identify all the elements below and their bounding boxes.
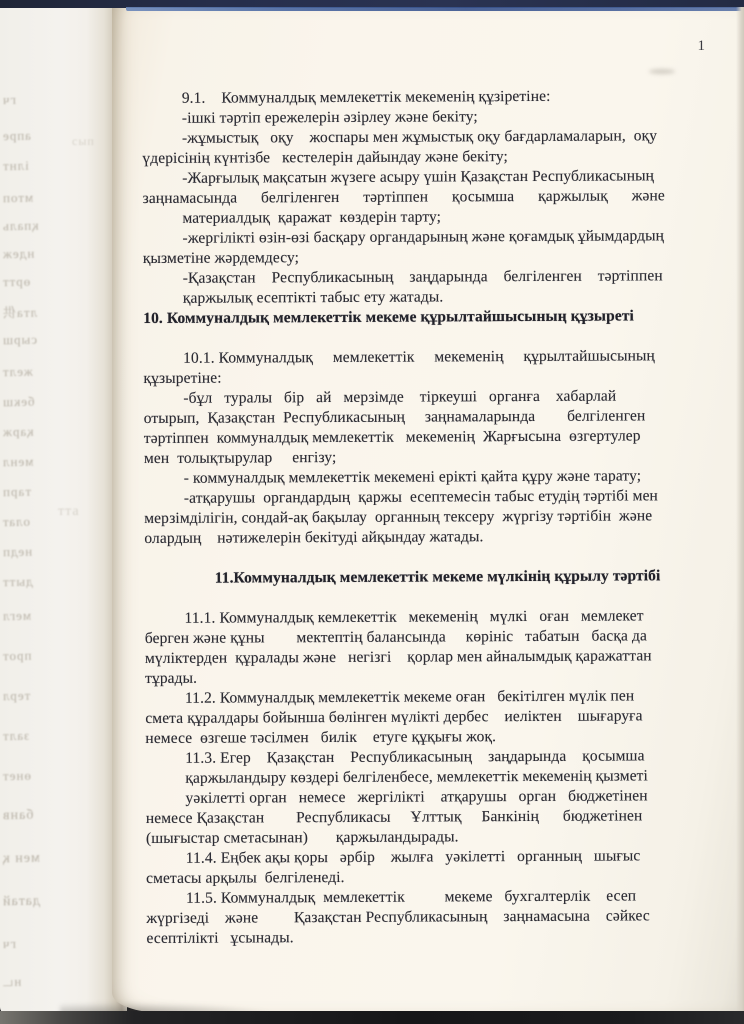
bleed-through-text: недп xyxy=(1,543,33,560)
bleed-through-text: апре xyxy=(1,127,31,144)
bleed-through-text: желт xyxy=(1,363,33,380)
bleed-through-text: өнет xyxy=(1,767,32,784)
clause-9-1: 9.1. Коммуналдық мемлекеттік мекеменің құзіретіне: xyxy=(142,87,551,107)
bleed-through-text: прот xyxy=(1,647,32,664)
bleed-through-text: нட xyxy=(1,973,22,990)
document-text xyxy=(142,86,732,949)
bleed-through-text: менл xyxy=(1,453,34,470)
bleed-through-text: дытт xyxy=(1,573,33,590)
bleed-through-text: сырш xyxy=(1,331,38,348)
pen-mark: сып xyxy=(72,134,95,148)
bleed-through-text: қарж xyxy=(1,423,34,440)
clause-11-5: 11.5. Коммуналдық мемлекеттік мекеме бухгалтерлік есеп жүргізеді және Қазақстан Республикасының заңнамасына сәйкес есептілікті ұсынады. xyxy=(146,887,650,947)
bleed-through-text: қпаль xyxy=(1,217,39,234)
document-page xyxy=(112,7,744,1013)
scanner-top-edge-highlight xyxy=(126,7,744,11)
clause-10-1: 10.1. Коммуналдық мемлекеттік мекеменің құрылтайшысының құзыретіне: xyxy=(143,347,655,387)
bleed-through-text: өртт xyxy=(1,273,31,290)
clause-11-1: 11.1. Коммуналдық кемлекеттік мекеменің мүлкі оған мемлекет берген және құны мектептің балансында көрініс табатын басқа да мүліктерден құралады және негізгі қорлар мен айналымдық қаражаттан тұрады. xyxy=(144,607,652,687)
bleed-through-text: тарп xyxy=(1,483,32,500)
scan-smudge xyxy=(649,69,675,74)
bleed-through-text: мтоп xyxy=(1,189,34,206)
item-reorganization: - коммуналдық мемлекеттік мекемені ерікті қайта құру және тарату; xyxy=(143,467,642,487)
bleed-through-text: лта供 xyxy=(1,304,38,321)
clause-11-4: 11.4. Еңбек ақы қоры әрбір жылға уәкілетті органның шығыс сметасы арқылы белгіленеді. xyxy=(145,847,641,887)
bleed-through-text: банв xyxy=(1,807,34,824)
bleed-through-text: залт xyxy=(1,727,30,744)
bleed-through-text: ндеж xyxy=(1,245,35,262)
clause-11-3: 11.3. Егер Қазақстан Республикасының заңдарында қосымша қаржыландыру көздері белгіленбесе, мемлекеттік мекеменің қызметі уәкілетті орган немесе жергілікті атқарушы орган бюджетінен немесе Қазақстан Республикасы Ұлттық Банкінің бюджетінен (шығыстар сметасынан) қаржыландырады. xyxy=(145,747,648,847)
bleed-through-text: мен қ xyxy=(1,850,40,867)
bleed-through-text: тта xyxy=(58,504,80,519)
page-right-edge-shadow xyxy=(736,7,744,1013)
bleed-through-text: мегл xyxy=(1,607,32,624)
scanner-bottom-edge xyxy=(0,1011,744,1024)
section-10-heading: 10. Коммуналдық мемлекеттік мекеме құрылтайшысының құзыреті xyxy=(143,307,634,327)
item-funding: -Жарғылық мақсатын жүзеге асыру үшін Қазақстан Республикасының заңнамасында белгіленген тәртіппен қосымша қаржылық және материалдық қаражат көздерін тарту; xyxy=(142,167,665,227)
page-number: 1 xyxy=(697,38,705,54)
bleed-through-text: датай xyxy=(1,893,41,910)
bleed-through-text: гч xyxy=(1,935,16,952)
previous-page-edge xyxy=(0,6,127,1015)
item-charter-amendments: -бұл туралы бір ай мерзімде тіркеуші органға хабарлай отырып, Қазақстан Республикасының заңнамаларында белгіленген тәртіппен коммуналдық мемлекеттік мекеменің Жарғысына өзгертулер мен толықтырулар енгізу; xyxy=(143,387,646,467)
bleed-through-text: терл xyxy=(1,687,31,704)
item-audit-procedures: -атқарушы органдардың қаржы есептемесін табыс етудің тәртібі мен мерзімділігін, сондай-ақ бақылау органның тексеру жүргізу тәртібін және олардың нәтижелерін бекітуді айқындау жатады. xyxy=(144,487,658,547)
bleed-through-text: бекш xyxy=(1,393,35,410)
bleed-through-text: олат xyxy=(1,513,31,530)
bleed-through-text: ілнт xyxy=(1,157,29,174)
item-local-government: -жергілікті өзін-өзі басқару органдарының және қоғамдық ұйымдардың қызметіне жәрдемдесу; xyxy=(142,227,665,267)
clause-11-2: 11.2. Коммуналдық мемлекеттік мекеме оған бекітілген мүлік пен смета құралдары бойынша бөлінген мүлікті дербес иеліктен шығаруға немесе өзгеше тәсілмен билік етуге құқығы жоқ. xyxy=(145,687,643,747)
item-internal-rules: -ішкі тәртіп ережелерін әзірлеу және бекіту; xyxy=(142,108,478,127)
item-financial-reporting: -Қазақстан Республикасының заңдарында белгіленген тәртіппен қаржылық есептікті табыс ету жатады. xyxy=(142,267,663,307)
bleed-through-text: гч xyxy=(1,91,16,108)
item-curriculum: -жұмыстық оқу жоспары мен жұмыстық оқу бағдарламаларын, оқу үдерісінің күнтізбе кестелерін дайындау және бекіту; xyxy=(142,127,658,167)
section-11-heading: 11.Коммуналдық мемлекеттік мекеме мүлкінің құрылу тәртібі xyxy=(214,567,661,587)
